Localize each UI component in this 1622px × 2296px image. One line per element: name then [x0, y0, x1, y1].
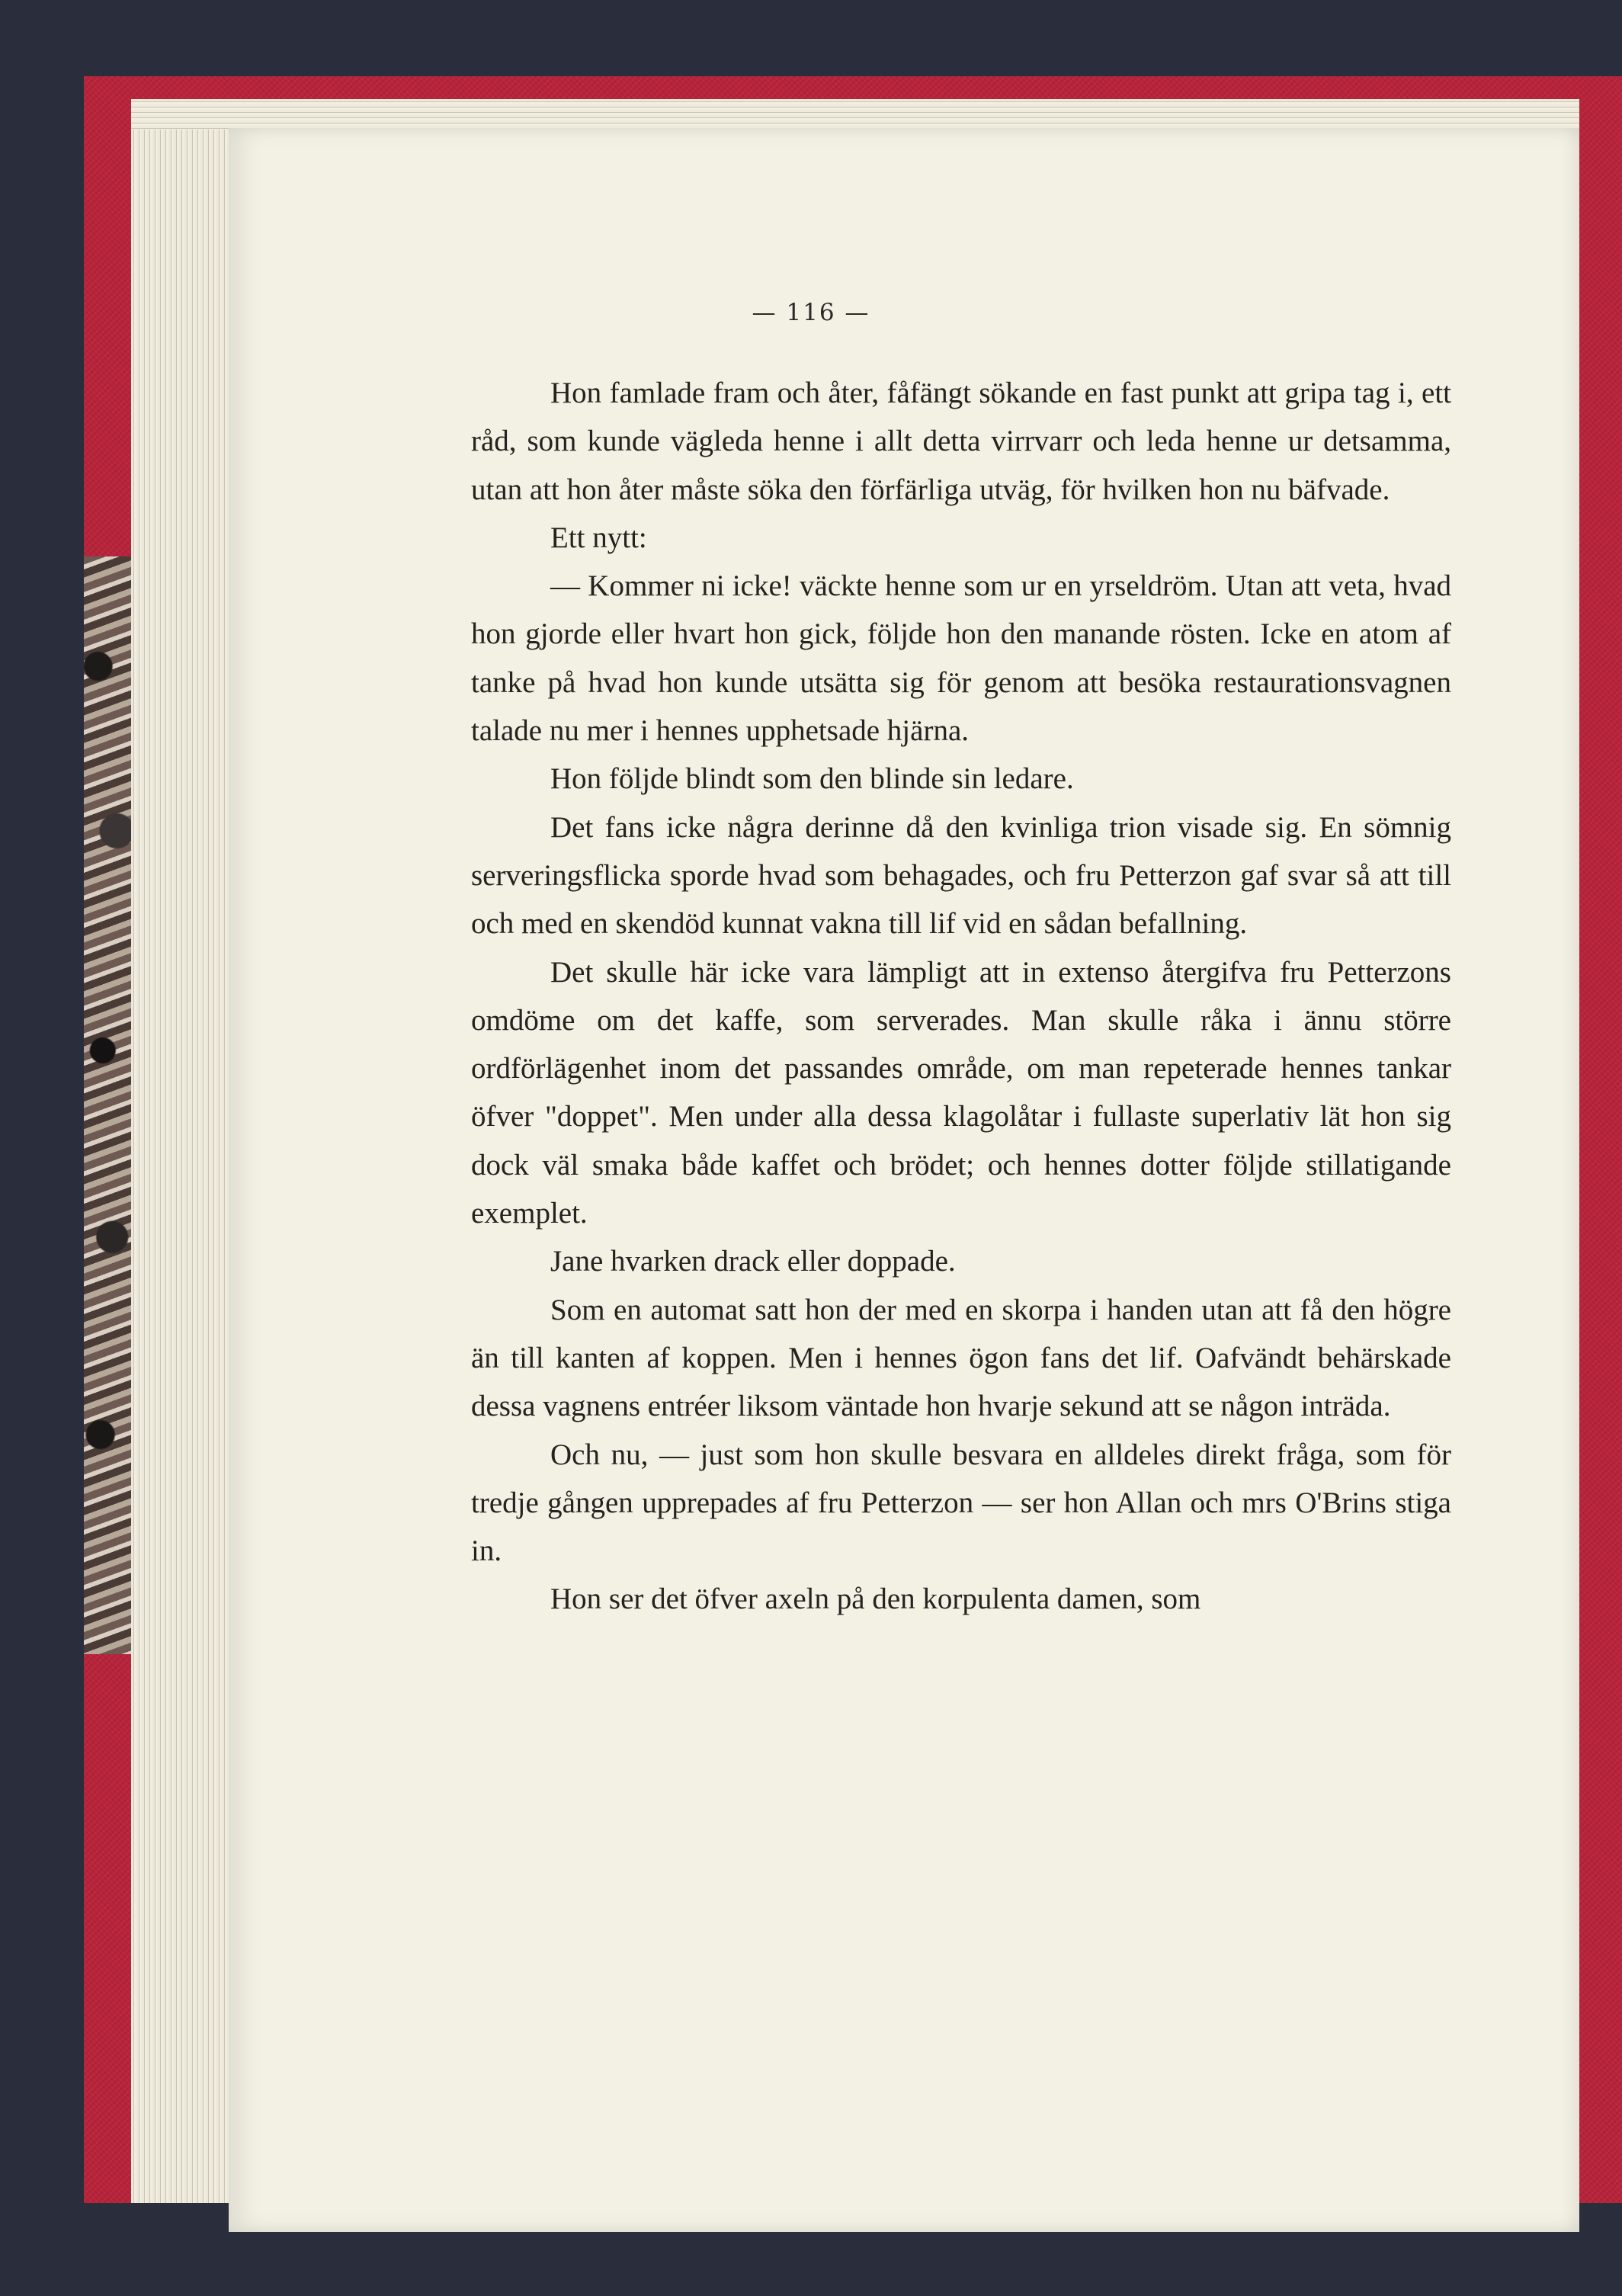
paragraph: Hon följde blindt som den blinde sin ledare.	[550, 762, 1074, 796]
paragraph: Hon famlade fram och åter, fåfängt sökande en fast punkt att gripa tag i, ett råd, som kunde vägleda henne i allt detta virrvarr och leda henne ur detsamma, utan att hon åter måste söka den förfärliga utväg, för hvilken hon nu bäfvade.	[471, 377, 1451, 506]
paragraph: Som en automat satt hon der med en skorpa i handen utan att få den högre än till kanten af koppen. Men i hennes ögon fans det lif. Oafvändt behärskade dessa vagnens entréer liksom väntade hon hvarje sekund att se någon inträda.	[471, 1293, 1451, 1423]
paragraph: Det fans icke några derinne då den kvinliga trion visade sig. En sömnig serveringsflicka sporde hvad som behagades, och fru Petterzon gaf svar så att till och med en skendöd kunnat vakna till lif vid en sådan befallning.	[471, 810, 1451, 941]
paragraph: Jane hvarken drack eller doppade.	[550, 1245, 956, 1278]
paragraph: Ett nytt:	[550, 521, 647, 554]
page-number: — 116 —	[752, 299, 870, 326]
paragraph: Och nu, — just som hon skulle besvara en alldeles direkt fråga, som för tredje gången upprepades af fru Petterzon — ser hon Allan och mrs O'Brins stiga in.	[471, 1438, 1451, 1568]
marbled-endpaper	[84, 556, 131, 1654]
paragraph: Det skulle här icke vara lämpligt att in extenso återgifva fru Petterzons omdöme om det kaffe, som serverades. Man skulle råka i ännu större ordförlägenhet inom det passandes område, om man repeterade hennes tankar öfver "doppet". Men under alla dessa klagolåtar i fullaste superlativ lät hon sig dock väl smaka både kaffet och brödet; och hennes dotter följde stillatigande exemplet.	[471, 955, 1451, 1230]
page-top-edges	[131, 99, 1579, 130]
paragraph: — Kommer ni icke! väckte henne som ur en yrseldröm. Utan att veta, hvad hon gjorde eller hvart hon gick, följde hon den manande rösten. Icke en atom af tanke på hvad hon kunde utsätta sig för genom att besöka restaurationsvagnen talade nu mer i hennes upphetsade hjärna.	[471, 569, 1451, 748]
body-text	[471, 369, 1451, 1624]
paragraph: Hon ser det öfver axeln på den korpulenta damen, som	[550, 1583, 1201, 1616]
